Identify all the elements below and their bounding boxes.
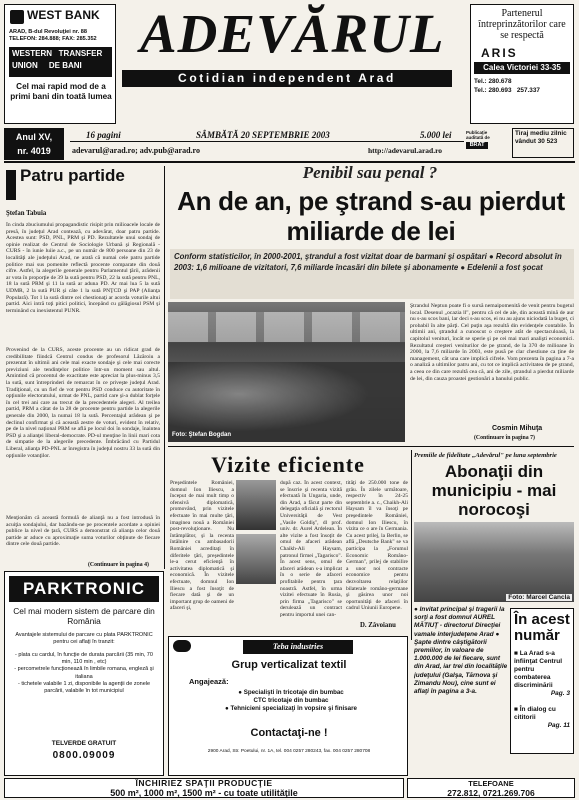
teba-address: 2900 Arad, Str. Poetului, nr. 1A, tel. 004 0257 280243, fax. 004 0257 280708	[207, 749, 371, 754]
patru-partide-body-1: În cinda zbuciumului propagandistic risipit prin milioacele locale de presă, în judeţul Arad contează, cu adevărat, doar patru partide. Acestea sunt: PSD, PNL, PRM şi PD. Rezultatele unui sondaj de opinie realizat de Centrul de Sociologie Urbană şi Regională - CURS - în iunie luiie a.c., pe un număr de 800 persoane din 23 de localităţi ale judeţului Arad, ne arată că numai cele patru partide politice mai sus pomenite reflectă procente comparate din două cifre. Astfel, la alegerile generale pentru Parlamentul ţării, arădenii ar vota în proporţie de 39 la sută pentru PSD, 22 la sută pentru PNL, 18 la sută PRM şi 11 la sută ar aduna PD. Ar mai lua 5 la sută UDMR, 2 la sută PUR şi câte 1 la sută PNŢCD şi PAP (Alianţa Populară). Tot 1 la sută dintre cei chestionaţi ar acorda voturile altui partid. Aici intră toţi pitici politici, începând cu gălăgiosul PSM şi terminând cu inexistentul PUNR.	[6, 222, 160, 314]
toc-item-2[interactable]	[514, 706, 570, 730]
lead-summary	[170, 249, 574, 299]
west-bank-logo-mark	[10, 10, 24, 24]
teba-ad	[168, 636, 408, 776]
tiraj-box: Tiraj mediu zilnic vândut 30 523	[512, 128, 574, 158]
toc-item-2-page: Pag. 11	[547, 722, 570, 729]
umbrella-shapes	[168, 312, 405, 342]
website-link[interactable]: http://adevarul.arad.ro	[368, 146, 443, 155]
patru-partide-body-2: Provenind de la CURS, aceste procente au un ridicat grad de credibilitate fiindcă Centrul condus de profesorul Lăzăroiu a prezentat în ultimii ani cele mai exacte sondaje şi cele mai corecte previziuni ale tendinţelor politice într-un moment sau altul. Amintind că procentul de exactitate este apreciat la plus-minus 3,5 la sută, sunt întreprinderi de remarcat în ce priveşte judeţul Arad. Tradiţional, cu un fief de vot pentru PSD conduce cu autoritate în opţiunile electoratului, urmat de PNL, partid care şi-a dublat forţele în cel trei ani care au trecut de la precedentele alegeri. Al treilea partid, PRM a câtat de la 28 de procente pentru partide la alegerile generale din 2000, la numai 18 la sută. Percentajul arădean şi pe declinul confirmat şi că această zestre de voturi, evident în relativ, pe de la nivel naţional PRM se află pe locul doi în sondaje, înaintea PSD şi a alianţei liberal-democrate. PD-ul menţine în linii mari cota de simpatie de la alegerile precedente. Îmbrăcând cu Partidul Liberal, alianţa PD-PNL ar înregistra în judeţul nostru 33 la sută din opţiunile votanţilor.	[6, 347, 160, 459]
teba-logo-mark	[173, 640, 191, 652]
abonati-photo	[414, 522, 574, 602]
parktronic-tagline: Cel mai modern sistem de parcare din România	[13, 606, 155, 626]
audit-badge	[466, 130, 510, 158]
audit-label: Publicaţie auditată de	[466, 130, 490, 140]
parktronic-logo: PARKTRONIC	[9, 576, 159, 602]
vizite-photo-1	[236, 480, 276, 530]
vizite-col-2: după caz. În acest context, se înscrie şi recenta vizită efectuată în Ungaria, unde, din Arad, a făcut parte din delegaţia oficială şi rectorul Universităţii de Vest „Vasile Goldiş", dl prof. univ. dr. Aurel Ardelean. În alte vizite a fost însoţit de omul de afaceri arădean Chaikh-Ali Haysam, patronul firmei „Tagarisco". În acest sens, omul de afaceri arădean s-a implicat în o serie de afaceri profitabile pentru ţara noastră. Astfel, în urma vizitei efectuate în Rusia, prin firma „Tagarisco" se derulează un contract pentru importul unei can-	[280, 480, 342, 618]
toc-item-1[interactable]	[514, 650, 570, 698]
patru-partide-flag	[6, 170, 16, 200]
abonati-photo-credit: Foto: Marcel Cancla	[508, 594, 570, 601]
phones-banner-label: TELEFOANE	[468, 779, 514, 788]
aris-address: Calea Victoriei 33-35	[474, 62, 570, 74]
western-union-line2: UNION DE BANI	[12, 61, 82, 70]
teba-headline: Grup verticalizat textil	[231, 659, 347, 671]
newspaper-title: ADEVĂRUL	[140, 3, 445, 64]
vizite-right-rule	[411, 450, 412, 640]
issue-price: 5.000 lei	[420, 130, 452, 140]
aris-logo: ARIS	[481, 46, 518, 60]
abonati-text: ● Invitat principal şi tragerii la sorţi a fost domnul AUREL MĂTIUŢ - directorul Direcţiei vamale interjudeţene Arad ● Şapte dintre câştigătorii premiilor, în valoare de 1.000.000 de lei fiecare, sunt din Arad, iar trei din localităţile judeţului (Galşa, Tărnova şi Zimandu Nou), cine sunt ei aflaţi în pagina a 3-a.	[414, 606, 508, 696]
west-bank-slogan: Cel mai rapid mod de a primi bani din toată lumea	[10, 82, 112, 101]
aris-ad	[470, 4, 574, 124]
west-bank-ad	[4, 4, 116, 124]
west-bank-name: WEST BANK	[27, 8, 100, 22]
issue-date: SÂMBĂTĂ 20 SEPTEMBRIE 2003	[196, 130, 330, 140]
abonati-kicker: Premiile de fidelitate „Adevărul" pe luna septembrie	[414, 452, 557, 459]
toc-bullet-2: ■	[514, 706, 520, 713]
contact-emails[interactable]: adevarul@arad.ro; adv.pub@arad.ro	[72, 146, 200, 155]
rental-banner-line2: 500 m², 1000 m², 1500 m² - cu toate utilităţile	[110, 788, 298, 798]
parktronic-phone-label: TELVERDE GRATUIT	[51, 740, 117, 747]
strand-article-continued[interactable]: (Continuare în pagina 7)	[474, 435, 535, 441]
issue-year-box	[4, 128, 64, 160]
vizite-author: D. Zăvoianu	[360, 622, 396, 629]
teba-logo: Teba industries	[243, 640, 353, 654]
parktronic-sub: Avantajele sistemului de parcare cu plata PARKTRONIC pentru cei aflaţi în tranzit:	[15, 632, 153, 645]
toc-item-1-page: Pag. 3	[550, 690, 570, 697]
issue-number: nr. 4019	[17, 146, 51, 156]
strand-bottom-rule	[168, 446, 574, 447]
parktronic-ad	[4, 571, 164, 776]
west-bank-phone: TELEFON: 284.888; FAX: 285.352	[9, 36, 97, 42]
newspaper-subtitle: Cotidian independent Arad	[122, 70, 452, 87]
in-acest-numar-title: În acest număr	[514, 611, 570, 644]
western-union-line1: WESTERN TRANSFER	[12, 49, 103, 58]
parktronic-phone[interactable]: 0800.09009	[52, 750, 116, 761]
western-union-block	[9, 47, 112, 77]
aris-phones: Tel.: 280.678 Tel.: 280.693 257.337	[474, 78, 540, 94]
aris-tagline: Partenerul întreprinzătorilor care se respectă	[478, 8, 566, 41]
west-bank-address: ARAD, B-dul Revoluţiei nr. 88	[9, 29, 88, 35]
strand-article-body: Ştrandul Neptun poate fi o sursă nemaipomenită de venit pentru bugetul local. Desenul „ocazia ll", pentru că cel de ale, din această mină de aur nu s-au scos bani, lar deci s-au scos, ei nu au ajuns niciodată la buget, ci probabil în alte părţi. Cel puţin aşa rezultă din evidenţele contabile. În ultimii ani, ştrandul a cunoscut o creştere atât de spectaculoasă, la capitolul venituri, încât se sperie şi pe cei mai mari analişti economici. Rezultatul creşteri veniturilor de pe ştrand, de la 370 de milioane în 2000, la 7,6 miliarde în 2003, este pusă pe clar chestiune ca ţine de management, cât una care implică cifrele. Vom prezenta în pagina a 7-a o analiză a ultimilor patru ani, cu tot ce implică activitatea de pe ştrand, a ceea ce din care rezultă cea că, ani de zile, ştrandul a pierdut miliarde de lei, din cauza proastei gestionări a banului public.	[410, 303, 574, 382]
headline-kicker: Penibil sau penal ?	[302, 163, 438, 182]
vizite-photo-2	[236, 534, 276, 584]
main-headline: An de an, pe ştrand s-au pierdut miliarde de lei	[177, 186, 565, 246]
crowd-shape	[168, 362, 405, 442]
toc-item-2-text: În dialog cu cititorii	[514, 706, 556, 721]
teba-contact[interactable]: Contactaţi-ne !	[250, 727, 328, 739]
vizite-col-1: Preşedintele României, domnul Ion Iliescu, a început de mai mult timp o ofensivă diplomatică, promovând, prin vizitele efectuate în mai multe ţări, imaginea nouă a României post-revoluţionare. Nu întâmplător, şi la recenta întâlnire cu ambasadorii României acreditaţi în diferitele ţări, preşedintele le-a cerut eficienţă în activitatea diplomatică şi economică. În vizitele efectuate, domnul Ion Iliescu a fost însoţit de fiecare dată şi de un important grup de oameni de afaceri şi,	[170, 480, 234, 612]
patru-partide-author: Ştefan Tabuia	[6, 210, 47, 217]
abonati-title: Abonaţii din municipiu - mai norocoşi	[431, 462, 557, 519]
audit-org: BRAT	[466, 142, 488, 149]
issue-year: Anul XV,	[15, 132, 53, 142]
toc-bullet-1: ■	[514, 650, 520, 657]
in-acest-numar-box	[510, 608, 574, 754]
teba-angajeaza: Angajează:	[189, 677, 229, 686]
vizite-col-3: tităţi de 250.000 tone de grâu. În zilele următoare, respectiv în 24-25 septembrie a. c., Chaikh-Ali Haysam îl va însoţi pe preşedintele României, domnul Ion Iliescu, în vizita ce o are în Germania. Cu acest prilej, la Berlin, se află „Deutsche Bank" se va participa la „Forumul Economic Româno-German", prilej de stabilire a unor noi contracte economice pentru dezvoltarea relaţiilor bilaterale româno-germane şi găsirea unor noi oportunităţi de afaceri în cadrul Uniunii Europene.	[346, 480, 408, 612]
lead-summary-text: Conform statisticilor, în 2000-2001, ştrandul a fost vizitat doar de barmani şi ospătari ● Record absolut în 2003: 1,6 milioane de vizitatori, 7,6 miliarde încasări din bilete şi abonamente ● Edelenii a fost şocat	[174, 252, 562, 272]
patru-partide-title: Patru partide	[20, 166, 125, 185]
strand-photo-credit: Foto: Ştefan Bogdan	[172, 432, 231, 438]
vizite-title: Vizite eficiente	[211, 452, 365, 477]
parktronic-bullets: - plata cu cardul, în funcţie de durata parcării (35 min, 70 min, 110 min , etc) - percometrele funcţionează în limbile romana, engleză şi italiana - tichetele valabile 1 zi, disponibile la agenţii de zonele parcării, valabile în tot municipiul	[14, 652, 154, 695]
teba-items: ● Specialişti în tricotaje din bumbac CTC tricotaje din bumbac ● Tehnicieni specializaţi în vopsire şi finisare	[225, 689, 357, 712]
rental-banner	[4, 778, 404, 798]
toc-item-1-text: La Arad s-a înfiinţat Centrul pentru combaterea discriminării	[514, 650, 563, 689]
issue-bar-rule	[70, 141, 464, 142]
patru-partide-continued[interactable]: (Continuare în pagina 4)	[88, 562, 149, 568]
phones-banner-numbers[interactable]: 272.812, 0721.269.706	[447, 788, 535, 798]
rental-banner-line1: ÎNCHIRIEZ SPAŢII PRODUCŢIE	[135, 778, 273, 788]
issue-pages: 16 pagini	[86, 130, 121, 140]
strand-article-author: Cosmin Mihuţa	[492, 425, 543, 432]
phones-banner	[407, 778, 575, 798]
strand-photo	[168, 302, 405, 442]
left-column-rule	[164, 166, 165, 569]
patru-partide-body-3: Menţionăm că această formulă de alianţă nu a fost introdusă în acuiţia sondajului, dar bazându-ne pe procentele acordate a opiniei publice la nivel de ţară, CURS a demonstrat că alianţa celor două partide ar aduce cu aproximaţie suma voturilor obţinute de fiecare dintre cele două partide.	[6, 515, 160, 548]
